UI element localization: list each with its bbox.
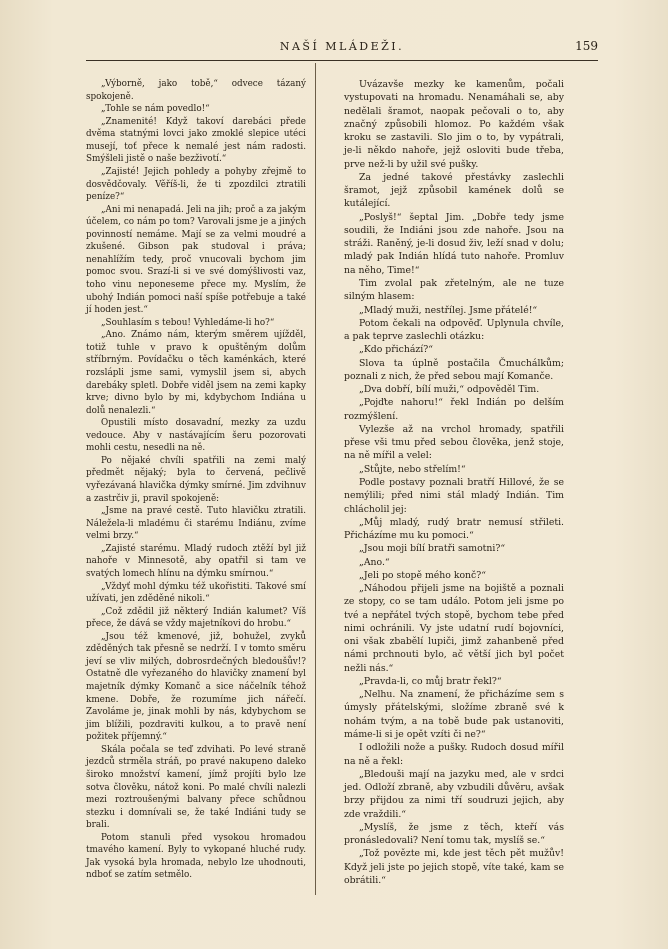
paragraph: „Ano.“ bbox=[359, 556, 390, 568]
paragraph: „Tož povězte mi, kde jest těch pět mužův! Když jeli jste po jejich stopě, víte také, kam se obrátili.“ bbox=[344, 848, 564, 886]
paragraph: Potom stanuli před vysokou hromadou tmavého kamení. Byly to vykopané hluché rudy. Jak vysoká byla hromada, nebylo lze uhodnouti, ndboť se zatím setmělo. bbox=[86, 832, 306, 881]
running-title: NAŠÍ MLÁDEŽI. bbox=[279, 40, 405, 53]
paragraph: Uvázavše mezky ke kamenům, počali vystupovati na hromadu. Nenamáhali se, aby nedělali šramot, naopak pečovali o to, aby značný způsobili hlomoz. Po každém však kroku se zastavili. Slo jim o to, by vypátrali, je-li někdo nahoře, jejž osloviti bude třeba, prve než-li by užil své pušky. bbox=[344, 79, 564, 170]
paragraph: „Zajisté! Jejich pohledy a pohyby zřejmě to dosvědčovaly. Věříš-li, že ti zpozdilci ztratili peníze?“ bbox=[86, 166, 306, 203]
paragraph: „Kdo přichází?“ bbox=[359, 344, 433, 356]
paragraph: Vylezše až na vrchol hromady, spatřili přese vši tmu před sebou člověka, jenž stoje, na ně mířil a velel: bbox=[344, 423, 564, 462]
page-header bbox=[86, 36, 598, 56]
paragraph: Skála počala se teď zdvihati. Po levé straně jezdců strměla stráň, po pravé nakupeno daleko široko množství kamení, jímž projíti bylo lze sotva člověku, nátož koni. Po malé chvíli nalezli mezi roztroušenými balvany přece schůdnou stezku i domnívali se, že také Indiáni tudy se brali. bbox=[86, 744, 306, 831]
paragraph: „Znamenité! Když takoví darebáci přede dvěma statnými lovci jako zmoklé slepice utéci musejí, toť přece k nemalé jest nám radosti. Smýšleli jistě o naše bezživotí.“ bbox=[86, 116, 306, 165]
paragraph: „Bledouši mají na jazyku med, ale v srdci jed. Odloží zbraně, aby vzbudili důvěru, avšak brzy přijdou za nimi tří soudruzi jejich, aby zde vraždili.“ bbox=[344, 768, 564, 820]
paragraph: I odložili nože a pušky. Rudoch dosud mířil na ně a řekl: bbox=[344, 742, 564, 767]
paragraph: Po nějaké chvíli spatřili na zemi malý předmět nějaký; byla to červená, pečlivě vyřezávaná hlavička dýmky smírné. Jim zdvihnuv a zastrčiv ji, pravil spokojeně: bbox=[86, 455, 306, 504]
paragraph: Potom čekali na odpověď. Uplynula chvíle, a pak teprve zaslechli otázku: bbox=[344, 317, 564, 343]
paragraph: Za jedné takové přestávky zaslechli šramot, jejž způsobil kamének dolů se kutálející. bbox=[344, 171, 564, 210]
paragraph: „Stůjte, nebo střelím!“ bbox=[359, 463, 466, 475]
paragraph: „Nelhu. Na znamení, že přicházíme sem s úmysly přátelskými, složíme zbraně své k nohám tvým, a na tobě bude pak ustanoviti, máme-li si je opět vzíti či ne?“ bbox=[344, 689, 564, 741]
paragraph: „Jsou též kmenové, již, bohužel, zvyků zděděných tak přesně se nedrží. I v tomto směru jeví se vliv milých, dobrosrdečných bledoušův!? Ostatně dle vyřezaného do hlavičky znamení byl majetník dýmky Komanč a sice náčelník téhož kmene. Dobře, že rozumíme jich nářečí. Zavoláme je, jinak mohli by nás, kdybychom se jim blížili, pozdraviti kulkou, a to pravě není požitek příjemný.“ bbox=[86, 631, 306, 743]
paragraph: „Jsme na pravé cestě. Tuto hlavičku ztratili. Náležela-li mladému či starému Indiánu, zvíme velmi brzy.“ bbox=[86, 506, 306, 542]
paragraph: „Pojďte nahoru!“ řekl Indián po delším rozmýšlení. bbox=[344, 397, 564, 422]
paragraph: „Můj mladý, rudý bratr nemusí střileti. Přicházíme mu ku pomoci.“ bbox=[344, 516, 564, 542]
paragraph: Podle postavy poznali bratří Hillové, že se nemýlili; před nimi stál mladý Indián. Tim chlácholil jej: bbox=[344, 476, 564, 515]
paragraph: „Ani mi nenapadá. Jeli na jih; proč a za jakým účelem, co nám po tom? Varovali jsme je a jiných povinností nemáme. Mají se za velmi moudré a zkušené. Gibson pak studoval i práva; nenahlížím tedy, proč vnucovali bychom jim pomoc svou. Srazí-li si ve své domýšlivosti vaz, toho vinu neponeseme přece my. Myslím, že ubohý Indián pomoci naší spíše potřebuje a také jí hoden jest.“ bbox=[86, 204, 306, 316]
paragraph: „Mladý muži, nestřílej. Jsme přátelé!“ bbox=[359, 304, 538, 316]
paragraph: „Náhodou přijeli jsme na bojiště a poznali ze stopy, co se tam událo. Potom jeli jsme po tvé a nepřátel tvých stopě, bychom tebe před nimi ochránili. Vy jste udatní rudí bojovníci, oni však zbabělí lupiči, jimž zahanbeně před námi prchnouti bylo, ač větší jich byl počet nežli nás.“ bbox=[344, 583, 564, 674]
right-text-column bbox=[344, 78, 564, 887]
paragraph: Tim zvolal pak zřetelným, ale ne tuze silným hlasem: bbox=[344, 277, 564, 303]
page-number: 159 bbox=[575, 39, 598, 53]
header-rule bbox=[86, 60, 598, 61]
paragraph: „Zajisté starému. Mladý rudoch ztěží byl již nahoře v Minnesotě, aby opatřil si tam ve svatých lomech hlínu na dýmku smírnou.“ bbox=[86, 543, 306, 579]
paragraph: Slova ta úplně postačila Čmuchálkům; poznali z nich, že před sebou mají Komanče. bbox=[344, 357, 564, 382]
paragraph: „Ano. Známo nám, kterým směrem ujížděl, totiž tuhle v pravo k opuštěným dolům stříbrným. Povídačku o těch kaménkách, které rozslápli jsme sami, vymyslil jsem si, abych darebáky spletl. Dobře viděl jsem na zemi kapky krve; divno bylo by mi, kdybychom Indiána u dolů nenalezli.“ bbox=[86, 330, 306, 416]
left-text-column bbox=[86, 78, 306, 882]
paragraph: „Poslyš!“ šeptal Jim. „Dobře tedy jsme soudili, že Indiáni jsou zde nahoře. Jsou na stráži. Raněný, je-li dosud živ, leží snad v dolu; mladý pak Indián hlídá tuto nahoře. Promluv na něho, Time!“ bbox=[344, 211, 564, 276]
paragraph: „Výborně, jako tobě,“ odvece tázaný spokojeně. bbox=[86, 79, 306, 102]
paragraph: „Jsou moji bílí bratři samotni?“ bbox=[359, 543, 506, 555]
paragraph: „Souhlasím s tebou! Vyhledáme-li ho?“ bbox=[101, 317, 275, 328]
paragraph: „Pravda-li, co můj bratr řekl?“ bbox=[359, 675, 502, 687]
paragraph: „Vždyť mohl dýmku též ukořistiti. Takové smí užívati, jen zděděné nikoli.“ bbox=[86, 581, 306, 605]
paragraph: „Myslíš, že jsme z těch, kteří vás pronásledovali? Není tomu tak, myslíš se.“ bbox=[344, 821, 564, 847]
paragraph: „Tohle se nám povedlo!“ bbox=[101, 104, 210, 115]
paragraph: „Jeli po stopě mého konč?“ bbox=[359, 569, 486, 581]
paragraph: „Dva dobří, bílí muži,“ odpověděl Tim. bbox=[359, 384, 540, 396]
column-divider bbox=[315, 63, 316, 895]
paragraph: Opustili místo dosavadní, mezky za uzdu vedouce. Aby v nastávajícím šeru pozorovati mohli cestu, nesedli na ně. bbox=[86, 418, 306, 454]
paragraph: „Což zdědil již některý Indián kalumet? Víš přece, že dává se vždy majetníkovi do hrobu.“ bbox=[86, 606, 306, 630]
